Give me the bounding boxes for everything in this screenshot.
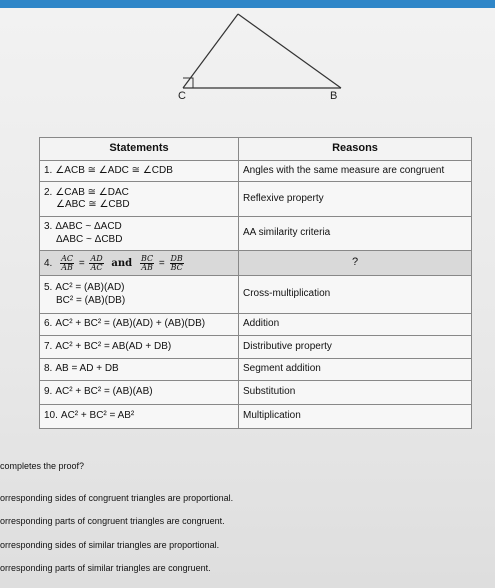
triangle-diagram [0,8,495,108]
step-number: 6. [44,318,53,330]
fraction-denominator: BC [170,262,183,272]
statement-text: AC² = (AB)(AD) [55,282,125,293]
statement-text: AC² + BC² = (AB)(AD) + (AB)(DB) [55,318,206,330]
table-row [40,359,472,381]
answer-option-d[interactable]: orresponding parts of similar triangles are congruent. [0,563,211,573]
statement-text-line2: BC² = (AB)(DB) [56,294,126,306]
statement-text: ∠ACB ≅ ∠ADC ≅ ∠CDB [55,164,173,176]
question-text: completes the proof? [0,461,85,471]
reason-cell: Segment addition [239,359,472,381]
and-word: and [111,257,133,269]
table-row [40,314,472,336]
table-row [40,161,472,182]
fraction-numerator: BC [140,253,154,263]
statement-cell [40,276,239,314]
fraction-numerator: DB [170,253,183,263]
fraction-numerator: AC [61,253,74,263]
fraction-ac-ab [60,255,74,272]
statement-cell [40,182,239,217]
statement-cell [40,161,239,182]
step-number: 4. [44,257,53,269]
step-number: 5. [44,282,53,293]
statement-cell [40,359,239,381]
statement-cell [40,381,239,405]
statement-text: ΔABC ~ ΔACD [55,221,122,232]
step-number: 9. [44,386,53,398]
statement-text: AC² + BC² = AB² [60,410,135,422]
statement-text: AC² + BC² = (AB)(AB) [55,386,153,398]
answer-option-b[interactable]: orresponding parts of congruent triangles are congruent. [0,516,225,526]
statement-text-line2: ∠ABC ≅ ∠CBD [56,199,130,210]
equals-sign: = [78,257,85,269]
reasons-header: Reasons [239,138,472,161]
fraction-bc-ab [140,255,154,272]
proof-table [39,137,472,429]
step-number: 8. [44,363,53,375]
point-c-label: C [178,90,186,102]
reason-cell: Substitution [239,381,472,405]
table-row [40,336,472,359]
answer-option-a[interactable]: orresponding sides of congruent triangles are proportional. [0,493,234,503]
fraction-ad-ac [89,255,103,272]
table-row [40,405,472,429]
table-row [40,276,472,314]
reason-cell: Angles with the same measure are congruent [239,161,472,182]
reason-cell-missing [239,251,472,276]
reason-cell: Cross-multiplication [239,276,472,314]
step-number: 10. [44,410,58,422]
reason-cell: Multiplication [239,405,472,429]
fraction-denominator: AB [61,262,73,272]
segment-ab [238,14,341,88]
table-row-missing-reason [40,251,472,276]
point-b-label: B [330,90,338,102]
fraction-db-bc [170,255,184,272]
table-row [40,217,472,251]
fraction-denominator: AC [90,262,103,272]
answer-option-c[interactable]: orresponding sides of similar triangles are proportional. [0,540,220,550]
statement-text: AB = AD + DB [55,363,119,375]
step-number: 7. [44,340,53,352]
fraction-denominator: AB [141,262,153,272]
statement-cell [40,217,239,251]
statement-cell [40,336,239,359]
statements-header: Statements [40,138,239,161]
reason-cell: Reflexive property [239,182,472,217]
segment-ca [183,14,238,88]
reason-cell: AA similarity criteria [239,217,472,251]
statement-text: ∠CAB ≅ ∠DAC [55,186,129,198]
statement-cell [40,314,239,336]
step-number: 2. [44,186,53,198]
question-mark: ? [351,256,359,269]
step-number: 3. [44,221,53,232]
top-bar [0,0,495,8]
equals-sign: = [158,257,165,269]
table-row [40,182,472,217]
statement-text-line2: ΔABC ~ ΔCBD [56,233,123,245]
reason-cell: Distributive property [239,336,472,359]
fraction-numerator: AD [90,253,103,263]
reason-cell: Addition [239,314,472,336]
statement-cell [40,405,239,429]
statement-cell [40,251,239,276]
step-number: 1. [44,164,53,176]
table-header-row [40,138,472,161]
table-row [40,381,472,405]
statement-text: AC² + BC² = AB(AD + DB) [55,340,172,352]
